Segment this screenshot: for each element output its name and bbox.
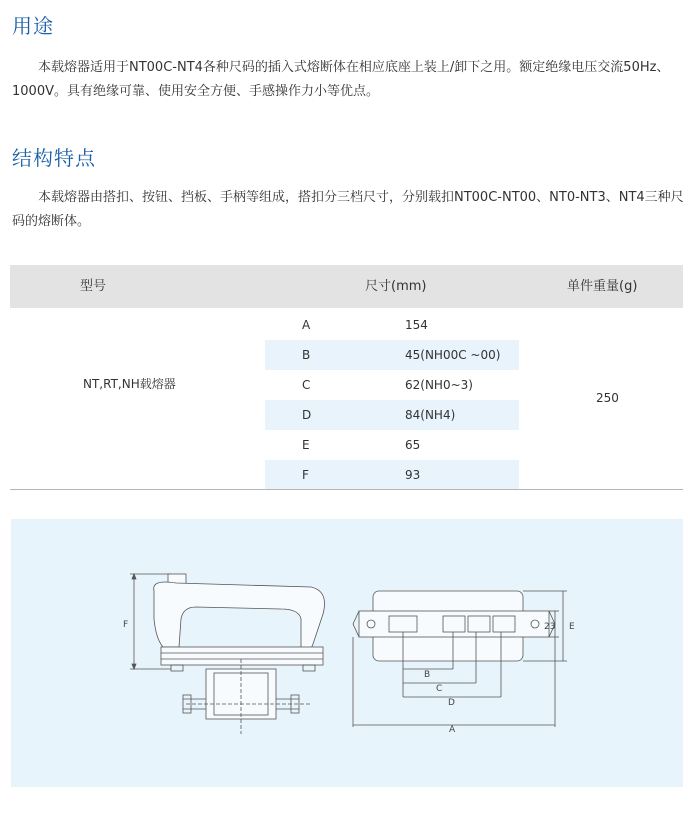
header-weight: 单件重量(g)	[567, 279, 638, 294]
model-cell: NT,RT,NH载熔器	[83, 377, 176, 391]
technical-drawing	[11, 519, 683, 787]
dim-label-C: C	[436, 684, 443, 694]
table-bottom-rule	[10, 489, 683, 490]
dim-label-A: A	[449, 725, 456, 735]
row-letter: E	[302, 438, 310, 452]
row-value: 84(NH4)	[405, 408, 456, 422]
dim-label-D: D	[448, 698, 455, 708]
table-row	[265, 400, 519, 430]
row-value: 93	[405, 468, 421, 482]
drawing-svg	[11, 519, 683, 787]
row-letter: C	[302, 378, 311, 392]
dim-label-B: B	[424, 670, 431, 680]
table-row	[265, 430, 519, 460]
dim-label-23: 23	[544, 622, 556, 632]
table-header	[10, 265, 683, 308]
dim-label-F: F	[123, 620, 129, 630]
usage-text: 本载熔器适用于NT00C-NT4各种尺码的插入式熔断体在相应底座上装上/卸下之用。额定绝缘电压交流50Hz、1000V。具有绝缘可靠、使用安全方便、手感操作力小等优点。	[12, 60, 670, 99]
table-row	[265, 370, 519, 400]
header-model: 型号	[80, 279, 107, 294]
row-value: 65	[405, 438, 421, 452]
header-size: 尺寸(mm)	[365, 279, 427, 294]
structure-title: 结构特点	[12, 146, 96, 170]
row-letter: D	[302, 408, 312, 422]
table-row	[265, 340, 519, 370]
weight-cell: 250	[596, 391, 619, 405]
table-row	[265, 460, 519, 490]
usage-title: 用途	[12, 14, 54, 38]
row-letter: A	[302, 318, 311, 332]
row-value: 154	[405, 318, 428, 332]
row-letter: B	[302, 348, 311, 362]
table-row	[265, 310, 519, 340]
dim-label-E: E	[569, 622, 575, 632]
row-value: 45(NH00C ~00)	[405, 348, 501, 362]
row-value: 62(NH0~3)	[405, 378, 473, 392]
structure-text: 本载熔器由搭扣、按钮、挡板、手柄等组成，搭扣分三档尺寸，分别载扣NT00C-NT00、NT0-NT3、NT4三种尺码的熔断体。	[12, 190, 684, 229]
row-letter: F	[302, 468, 309, 482]
